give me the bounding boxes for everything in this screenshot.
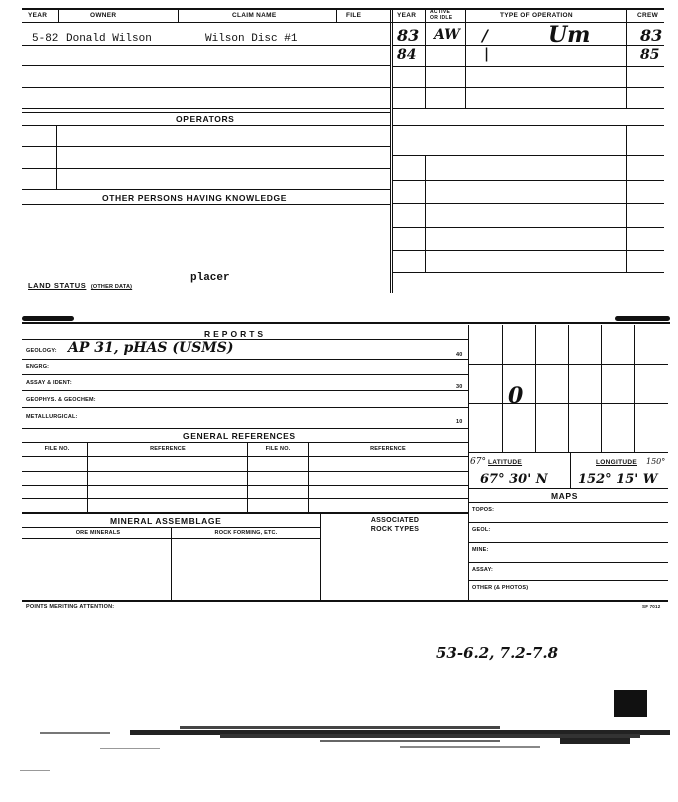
header-year: YEAR — [28, 12, 48, 19]
report-label-metallurgical: METALLURGICAL: — [26, 414, 78, 420]
hand-year-2: 84 — [397, 47, 417, 63]
handwritten-note: 53-6.2, 7.2-7.8 — [436, 644, 559, 662]
report-label-assay: ASSAY & IDENT: — [26, 380, 72, 386]
lat-prefix: 67° — [470, 457, 486, 467]
hand-crew-1: 83 — [640, 26, 663, 45]
other-persons-title: OTHER PERSONS HAVING KNOWLEDGE — [102, 193, 288, 203]
grid-mark: 0 — [508, 383, 524, 409]
maps-mine: MINE: — [472, 547, 489, 553]
maps-assay: ASSAY: — [472, 567, 494, 573]
longitude-label: LONGITUDE — [596, 459, 637, 466]
mineral-assemblage-title: MINERAL ASSEMBLAGE — [110, 516, 222, 526]
hand-type-mark-1: / — [482, 26, 488, 45]
maps-title: MAPS — [551, 491, 578, 501]
ore-minerals-header: ORE MINERALS — [75, 530, 121, 536]
ref-col-reference-1: REFERENCE — [150, 446, 186, 452]
maps-geol: GEOL: — [472, 527, 491, 533]
associated-rock-types: ASSOCIATED ROCK TYPES — [370, 517, 420, 533]
longitude-value: 152° 15' W — [578, 472, 658, 487]
header-claim-name: CLAIM NAME — [232, 12, 277, 19]
report-num-geology: 40 — [456, 352, 463, 358]
header-active-or-idle: ACTIVE OR IDLE — [430, 9, 453, 21]
ref-col-reference-2: REFERENCE — [370, 446, 406, 452]
land-status — [28, 275, 132, 293]
land-status-label: LAND STATUS — [28, 281, 87, 290]
report-label-geophys: GEOPHYS. & GEOCHEM: — [26, 397, 96, 403]
latitude-label: LATITUDE — [488, 459, 523, 466]
report-num-metallurgical: 10 — [456, 419, 463, 425]
maps-topos: TOPOS: — [472, 507, 495, 513]
hand-year-1: 83 — [397, 26, 420, 45]
lon-suffix: 150° — [646, 457, 666, 466]
report-label-engrg: ENGRG: — [26, 364, 50, 370]
hand-type-mark-2: | — [484, 46, 490, 62]
land-status-value: placer — [190, 272, 230, 284]
maps-other: OTHER (& PHOTOS) — [472, 585, 529, 591]
scan-noise — [0, 712, 678, 802]
land-status-sublabel: (OTHER DATA) — [90, 284, 133, 290]
report-value-geology: AP 31, pHAS (USMS) — [68, 340, 234, 356]
hand-active-1: AW — [434, 27, 460, 43]
row-year: 5-82 — [32, 33, 59, 45]
hand-crew-2: 85 — [640, 47, 660, 63]
form-code: SF 7012 — [642, 604, 661, 609]
row-owner: Donald Wilson — [66, 33, 152, 45]
rock-forming-header: ROCK FORMING, ETC. — [214, 530, 278, 536]
header-crew: CREW — [637, 12, 659, 19]
row-claim-name: Wilson Disc #1 — [205, 33, 298, 45]
points-meriting-attention: POINTS MERITING ATTENTION: — [26, 604, 115, 610]
operators-title: OPERATORS — [176, 114, 235, 124]
general-references-title: GENERAL REFERENCES — [183, 431, 296, 441]
header-type-of-operation: TYPE OF OPERATION — [500, 12, 573, 19]
reports-title: REPORTS — [204, 329, 267, 339]
latitude-value: 67° 30' N — [480, 472, 548, 487]
header-file: FILE — [346, 12, 362, 19]
report-num-assay: 30 — [456, 384, 463, 390]
hand-type-text-1: Um — [548, 22, 591, 48]
header-owner: OWNER — [90, 12, 117, 19]
ref-col-file-no-2: FILE NO. — [265, 446, 291, 452]
report-label-geology: GEOLOGY: — [26, 348, 57, 354]
ref-col-file-no-1: FILE NO. — [44, 446, 70, 452]
header-year-2: YEAR — [397, 12, 417, 19]
